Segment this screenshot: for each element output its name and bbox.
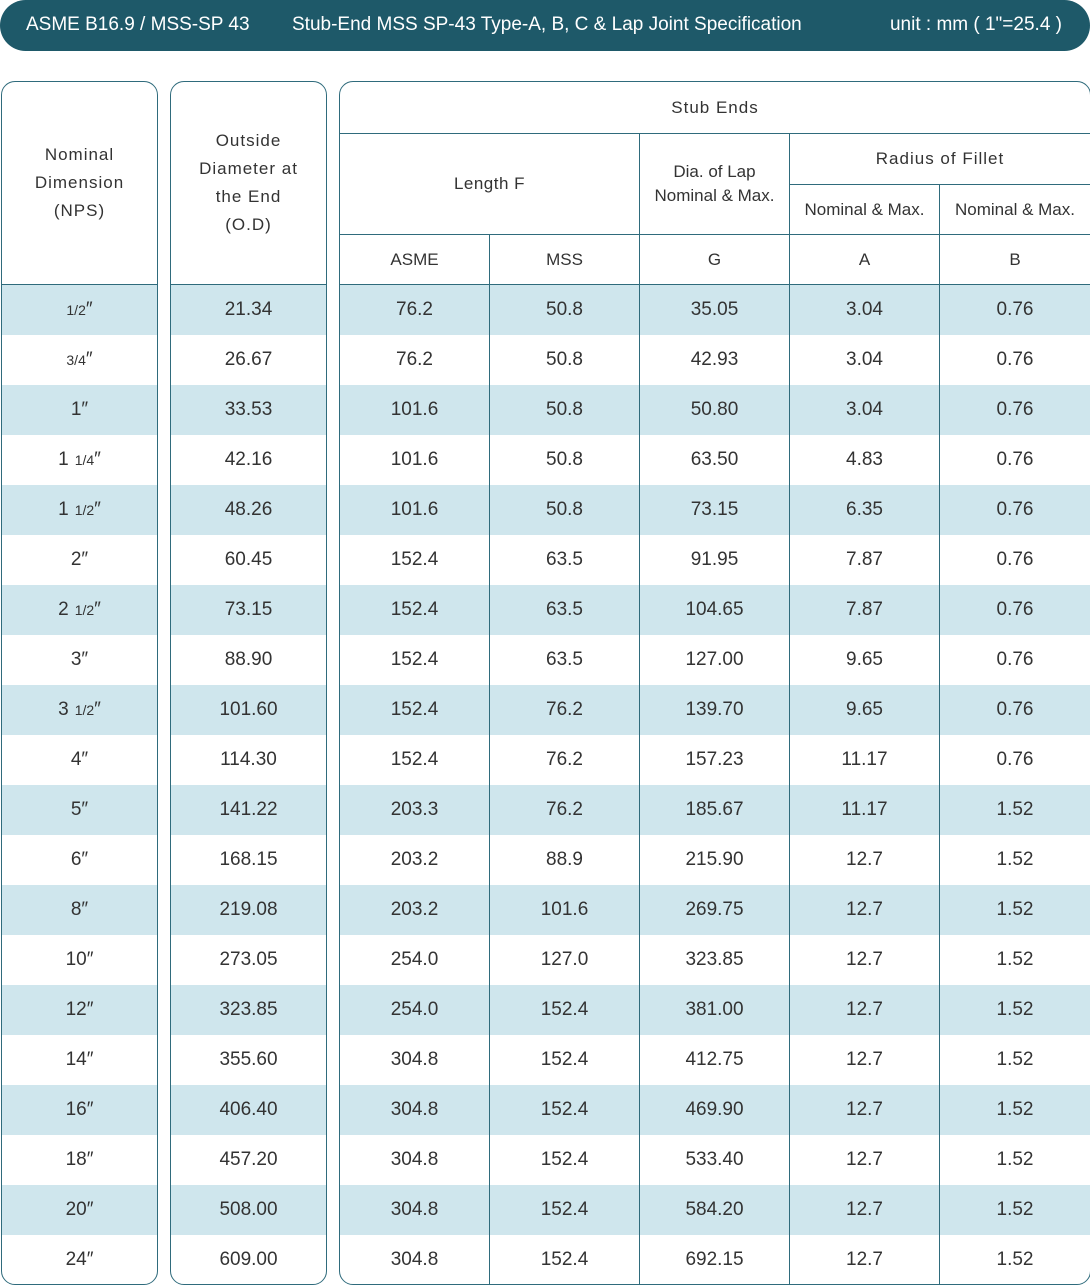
- table-row: [2, 635, 157, 685]
- nps-whole: 3: [70, 649, 82, 670]
- nps-cell: [2, 1135, 157, 1185]
- nps-whole: 3: [58, 699, 69, 720]
- a-cell: 11.17: [790, 785, 940, 835]
- nps-whole: 24: [65, 1249, 87, 1270]
- a-cell: 11.17: [790, 735, 940, 785]
- table-row: [340, 1135, 1090, 1185]
- table-row: [2, 1135, 157, 1185]
- table-row: [2, 735, 157, 785]
- nps-cell: [2, 985, 157, 1035]
- radius-fillet-header: Radius of Fillet: [875, 149, 1005, 168]
- mss-cell: 76.2: [490, 685, 640, 735]
- table-row: [171, 885, 326, 935]
- table-row: [340, 1085, 1090, 1135]
- od-cell: 48.26: [224, 499, 273, 520]
- nps-cell: [2, 485, 157, 535]
- nps-cell: [2, 285, 157, 335]
- nps-cell: [2, 785, 157, 835]
- table-row: [171, 985, 326, 1035]
- mss-cell: 63.5: [490, 535, 640, 585]
- b-cell: 0.76: [996, 499, 1034, 520]
- inch-mark: ″: [86, 1199, 94, 1220]
- nps-column-panel: [1, 81, 158, 1285]
- table-row: [340, 635, 1090, 685]
- nps-cell: [2, 335, 157, 385]
- b-cell: 1.52: [996, 999, 1034, 1020]
- g-cell: 215.90: [640, 835, 790, 885]
- a-cell: 6.35: [790, 485, 940, 535]
- nps-cell: [2, 1085, 157, 1135]
- table-row: [340, 985, 1090, 1035]
- table-row: [171, 1235, 326, 1285]
- banner-title: Stub-End MSS SP-43 Type-A, B, C & Lap Joint Specification: [292, 14, 802, 35]
- asme-cell: 203.3: [340, 785, 490, 835]
- nps-whole: 18: [65, 1149, 87, 1170]
- asme-cell: 304.8: [340, 1035, 490, 1085]
- a-cell: 7.87: [790, 535, 940, 585]
- mss-cell: 50.8: [490, 335, 640, 385]
- b-cell: 1.52: [996, 799, 1034, 820]
- inch-mark: ″: [94, 499, 101, 520]
- od-cell: 73.15: [224, 599, 273, 620]
- stub-ends-header: Stub Ends: [671, 97, 759, 117]
- table-row: [2, 1035, 157, 1085]
- nps-fraction: 1/2: [74, 702, 95, 718]
- g-cell: 104.65: [640, 585, 790, 635]
- dia-lap-label: Dia. of Lap Nominal & Max.: [654, 162, 775, 205]
- table-row: [171, 485, 326, 535]
- nps-cell: [2, 835, 157, 885]
- table-row: [2, 535, 157, 585]
- mss-cell: 152.4: [490, 1085, 640, 1135]
- table-row: [171, 685, 326, 735]
- table-row: [340, 735, 1090, 785]
- a-cell: 3.04: [790, 285, 940, 335]
- od-header: [171, 82, 326, 285]
- g-cell: 584.20: [640, 1185, 790, 1235]
- asme-cell: 152.4: [340, 535, 490, 585]
- nps-whole: 1: [58, 449, 69, 470]
- nominal-max-a-header: Nominal & Max.: [804, 199, 925, 219]
- b-cell: 0.76: [996, 399, 1034, 420]
- nps-whole: 6: [70, 849, 82, 870]
- g-cell: 692.15: [640, 1235, 790, 1285]
- b-cell: 0.76: [996, 299, 1034, 320]
- table-row: [340, 1235, 1090, 1285]
- b-cell: 0.76: [996, 449, 1034, 470]
- nps-whole: 1: [70, 399, 82, 420]
- g-cell: 127.00: [640, 635, 790, 685]
- od-cell: 355.60: [219, 1049, 278, 1070]
- od-cell: 141.22: [219, 799, 278, 820]
- inch-mark: ″: [86, 999, 94, 1020]
- nps-whole: 8: [70, 899, 82, 920]
- a-cell: 12.7: [790, 885, 940, 935]
- od-cell: 101.60: [219, 699, 278, 720]
- banner-standard: ASME B16.9 / MSS-SP 43: [26, 14, 250, 35]
- od-cell: 323.85: [219, 999, 278, 1020]
- nps-whole: 2: [70, 549, 82, 570]
- asme-cell: 101.6: [340, 485, 490, 535]
- inch-mark: ″: [81, 549, 89, 570]
- nps-fraction: 1/2: [74, 502, 95, 518]
- asme-cell: 304.8: [340, 1085, 490, 1135]
- od-header-label: Outside Diameter at the End (O.D): [199, 131, 298, 234]
- nps-whole: 4: [70, 749, 82, 770]
- table-row: [171, 385, 326, 435]
- a-cell: 12.7: [790, 1035, 940, 1085]
- b-cell: 1.52: [996, 1049, 1034, 1070]
- inch-mark: ″: [81, 649, 89, 670]
- table-row: [2, 1185, 157, 1235]
- b-cell: 1.52: [996, 1149, 1034, 1170]
- inch-mark: ″: [81, 849, 89, 870]
- g-cell: 42.93: [640, 335, 790, 385]
- od-cell: 273.05: [219, 949, 278, 970]
- mss-cell: 152.4: [490, 985, 640, 1035]
- inch-mark: ″: [85, 349, 93, 370]
- mss-cell: 63.5: [490, 585, 640, 635]
- mss-cell: 152.4: [490, 1135, 640, 1185]
- g-cell: 381.00: [640, 985, 790, 1035]
- inch-mark: ″: [81, 399, 89, 420]
- od-cell: 26.67: [224, 349, 273, 370]
- mss-cell: 50.8: [490, 285, 640, 335]
- a-cell: 12.7: [790, 835, 940, 885]
- table-row: [2, 885, 157, 935]
- mss-cell: 63.5: [490, 635, 640, 685]
- table-row: [340, 785, 1090, 835]
- table-row: [171, 1035, 326, 1085]
- a-cell: 4.83: [790, 435, 940, 485]
- table-row: [171, 585, 326, 635]
- b-cell: 1.52: [996, 1099, 1034, 1120]
- asme-cell: 304.8: [340, 1135, 490, 1185]
- g-cell: 412.75: [640, 1035, 790, 1085]
- g-cell: 139.70: [640, 685, 790, 735]
- table-row: [171, 335, 326, 385]
- nps-whole: 2: [58, 599, 69, 620]
- table-row: [2, 685, 157, 735]
- table-row: [171, 1135, 326, 1185]
- od-cell: 219.08: [219, 899, 278, 920]
- nps-cell: [2, 885, 157, 935]
- nps-fraction: 1/2: [74, 602, 95, 618]
- a-cell: 12.7: [790, 985, 940, 1035]
- a-cell: 12.7: [790, 1135, 940, 1185]
- nps-whole: 1: [58, 499, 69, 520]
- dia-lap-header: [640, 134, 789, 234]
- od-cell: 33.53: [224, 399, 273, 420]
- table-row: [2, 985, 157, 1035]
- b-cell: 1.52: [996, 849, 1034, 870]
- asme-cell: 101.6: [340, 385, 490, 435]
- inch-mark: ″: [81, 799, 89, 820]
- nps-cell: [2, 535, 157, 585]
- b-cell: 0.76: [996, 349, 1034, 370]
- nps-cell: [2, 935, 157, 985]
- g-cell: 73.15: [640, 485, 790, 535]
- nps-cell: [2, 435, 157, 485]
- nps-cell: [2, 635, 157, 685]
- od-column-panel: [170, 81, 327, 1285]
- od-cell: 406.40: [219, 1099, 278, 1120]
- a-cell: 7.87: [790, 585, 940, 635]
- b-cell: 1.52: [996, 949, 1034, 970]
- table-row: [340, 385, 1090, 435]
- g-cell: 185.67: [640, 785, 790, 835]
- asme-cell: 76.2: [340, 335, 490, 385]
- a-header: A: [858, 249, 871, 269]
- inch-mark: ″: [86, 949, 94, 970]
- mss-cell: 50.8: [490, 385, 640, 435]
- table-row: [2, 385, 157, 435]
- inch-mark: ″: [86, 1149, 94, 1170]
- table-row: [2, 485, 157, 535]
- inch-mark: ″: [94, 699, 101, 720]
- g-cell: 35.05: [640, 285, 790, 335]
- b-cell: 1.52: [996, 1249, 1034, 1270]
- nps-header: [2, 82, 157, 285]
- table-row: [2, 835, 157, 885]
- od-cell: 114.30: [220, 749, 277, 770]
- table-row: [340, 685, 1090, 735]
- nominal-max-b-header: Nominal & Max.: [955, 199, 1075, 219]
- mss-cell: 152.4: [490, 1185, 640, 1235]
- nps-whole: 12: [65, 999, 87, 1020]
- nps-cell: [2, 1185, 157, 1235]
- asme-cell: 203.2: [340, 885, 490, 935]
- asme-cell: 203.2: [340, 835, 490, 885]
- nps-cell: [2, 1235, 157, 1285]
- table-row: [171, 535, 326, 585]
- nps-fraction: 3/4: [66, 352, 86, 368]
- inch-mark: ″: [85, 299, 93, 320]
- nps-whole: 20: [65, 1199, 87, 1220]
- nps-whole: 14: [65, 1049, 87, 1070]
- nps-fraction: 1/4: [74, 452, 95, 468]
- mss-cell: 101.6: [490, 885, 640, 935]
- table-row: [340, 435, 1090, 485]
- table-row: [340, 285, 1090, 335]
- nps-whole: 5: [70, 799, 82, 820]
- table-row: [340, 1035, 1090, 1085]
- g-cell: 157.23: [640, 735, 790, 785]
- inch-mark: ″: [86, 1049, 94, 1070]
- table-row: [2, 335, 157, 385]
- od-cell: 508.00: [219, 1199, 278, 1220]
- mss-cell: 50.8: [490, 485, 640, 535]
- nps-cell: [2, 585, 157, 635]
- asme-cell: 152.4: [340, 685, 490, 735]
- table-row: [2, 1235, 157, 1285]
- table-row: [171, 1185, 326, 1235]
- inch-mark: ″: [81, 749, 89, 770]
- table-row: [340, 535, 1090, 585]
- table-row: [340, 835, 1090, 885]
- asme-cell: 254.0: [340, 935, 490, 985]
- table-row: [171, 635, 326, 685]
- a-cell: 9.65: [790, 685, 940, 735]
- stub-ends-panel: [339, 81, 1090, 1285]
- mss-cell: 152.4: [490, 1035, 640, 1085]
- table-row: [171, 835, 326, 885]
- g-cell: 323.85: [640, 935, 790, 985]
- table-row: [340, 885, 1090, 935]
- length-f-header: Length F: [453, 174, 526, 193]
- od-cell: 42.16: [224, 449, 273, 470]
- g-cell: 50.80: [640, 385, 790, 435]
- b-cell: 1.52: [996, 1199, 1034, 1220]
- a-cell: 3.04: [790, 335, 940, 385]
- b-header: B: [1009, 249, 1021, 269]
- mss-cell: 76.2: [490, 785, 640, 835]
- mss-cell: 88.9: [490, 835, 640, 885]
- table-row: [171, 935, 326, 985]
- a-cell: 3.04: [790, 385, 940, 435]
- nps-cell: [2, 385, 157, 435]
- table-row: [340, 585, 1090, 635]
- asme-cell: 76.2: [340, 285, 490, 335]
- table-row: [2, 435, 157, 485]
- table-row: [171, 785, 326, 835]
- mss-cell: 127.0: [490, 935, 640, 985]
- table-row: [2, 285, 157, 335]
- table-row: [340, 335, 1090, 385]
- table-row: [2, 585, 157, 635]
- a-cell: 12.7: [790, 1085, 940, 1135]
- nps-fraction: 1/2: [66, 302, 86, 318]
- b-cell: 0.76: [996, 749, 1034, 770]
- mss-cell: 76.2: [490, 735, 640, 785]
- inch-mark: ″: [86, 1099, 94, 1120]
- nps-whole: 16: [65, 1099, 87, 1120]
- nps-cell: [2, 685, 157, 735]
- table-row: [340, 485, 1090, 535]
- b-cell: 0.76: [996, 549, 1034, 570]
- table-row: [171, 735, 326, 785]
- table-row: [2, 935, 157, 985]
- table-row: [340, 1185, 1090, 1235]
- table-row: [171, 1085, 326, 1135]
- od-cell: 457.20: [219, 1149, 278, 1170]
- g-cell: 533.40: [640, 1135, 790, 1185]
- nps-cell: [2, 1035, 157, 1085]
- g-cell: 269.75: [640, 885, 790, 935]
- inch-mark: ″: [94, 449, 101, 470]
- asme-cell: 152.4: [340, 635, 490, 685]
- inch-mark: ″: [86, 1249, 94, 1270]
- a-cell: 9.65: [790, 635, 940, 685]
- table-row: [171, 285, 326, 335]
- banner-unit: unit : mm ( 1"=25.4 ): [889, 14, 1062, 35]
- asme-cell: 304.8: [340, 1185, 490, 1235]
- title-banner: [0, 0, 1090, 51]
- g-header: G: [707, 249, 722, 269]
- table-row: [2, 1085, 157, 1135]
- b-cell: 0.76: [996, 649, 1034, 670]
- od-cell: 60.45: [224, 549, 273, 570]
- b-cell: 1.52: [996, 899, 1034, 920]
- inch-mark: ″: [94, 599, 101, 620]
- g-cell: 469.90: [640, 1085, 790, 1135]
- od-cell: 168.15: [219, 849, 278, 870]
- asme-cell: 152.4: [340, 585, 490, 635]
- mss-header: MSS: [546, 249, 583, 269]
- nps-cell: [2, 735, 157, 785]
- mss-cell: 50.8: [490, 435, 640, 485]
- table-row: [2, 785, 157, 835]
- asme-cell: 304.8: [340, 1235, 490, 1285]
- table-row: [171, 435, 326, 485]
- nps-whole: 10: [65, 949, 87, 970]
- od-cell: 609.00: [219, 1249, 278, 1270]
- a-cell: 12.7: [790, 1235, 940, 1285]
- g-cell: 91.95: [640, 535, 790, 585]
- asme-cell: 152.4: [340, 735, 490, 785]
- mss-cell: 152.4: [490, 1235, 640, 1285]
- asme-header: ASME: [390, 249, 439, 269]
- a-cell: 12.7: [790, 935, 940, 985]
- od-cell: 21.34: [224, 299, 273, 320]
- asme-cell: 101.6: [340, 435, 490, 485]
- asme-cell: 254.0: [340, 985, 490, 1035]
- table-row: [340, 935, 1090, 985]
- b-cell: 0.76: [996, 599, 1034, 620]
- od-cell: 88.90: [224, 649, 273, 670]
- nps-header-label: Nominal Dimension (NPS): [34, 145, 125, 220]
- b-cell: 0.76: [996, 699, 1034, 720]
- a-cell: 12.7: [790, 1185, 940, 1235]
- g-cell: 63.50: [640, 435, 790, 485]
- inch-mark: ″: [81, 899, 89, 920]
